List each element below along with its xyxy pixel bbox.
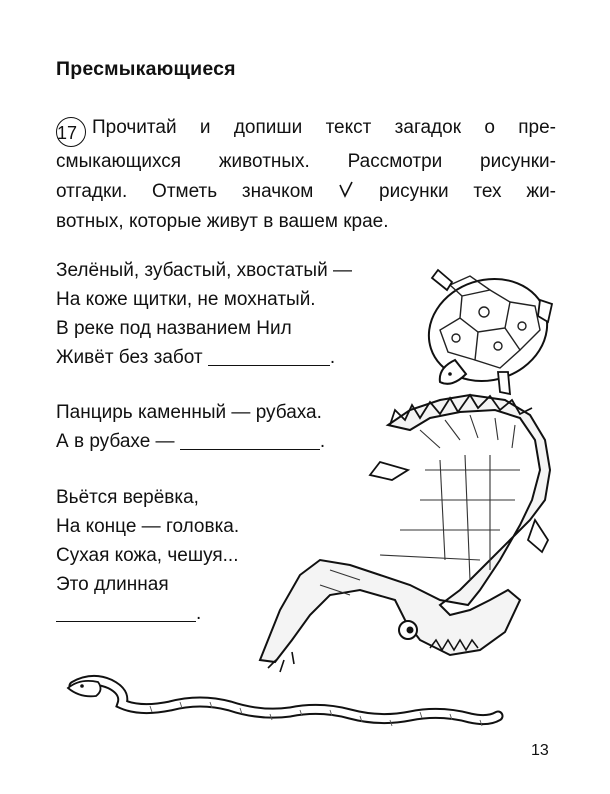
riddle-line: На конце — головка. [56, 516, 240, 537]
riddle-line: На коже щитки, не мохнатый. [56, 289, 316, 310]
task-number-badge: 17 [56, 117, 86, 147]
riddle-line: Живёт без забот [56, 347, 203, 368]
task-text-line-3a: отгадки. Отметь значком [56, 181, 314, 202]
page-title: Пресмыкающиеся [56, 58, 236, 80]
riddle-line: Вьётся верёвка, [56, 487, 199, 508]
riddle-line: А в рубахе — [56, 431, 175, 452]
task-text-line-1: Прочитай и допиши текст загадок о пре- [92, 117, 556, 138]
riddle-line: Это длинная [56, 574, 169, 595]
riddle-turtle: Панцирь каменный — рубаха. А в рубахе — . [56, 398, 325, 456]
riddle-crocodile: Зелёный, зубастый, хвостатый — На коже щитки, не мохнатый. В реке под названием Нил Живёт без забот . [56, 256, 352, 372]
task-text-line-4: вотных, которые живут в вашем крае. [56, 211, 389, 232]
riddle-line: Сухая кожа, чешуя... [56, 545, 239, 566]
task-text-line-2: смыкающихся животных. Рассмотри рисунки- [56, 151, 556, 172]
snake-illustration[interactable] [68, 680, 498, 726]
task-text-line-3b: рисунки тех жи- [379, 181, 557, 202]
turtle-illustration[interactable] [415, 264, 560, 396]
riddle-line: В реке под названием Нил [56, 318, 292, 339]
riddle-line: Зелёный, зубастый, хвостатый — [56, 260, 352, 281]
page-number: 13 [531, 742, 549, 759]
riddle-snake: Вьётся верёвка, На конце — головка. Сухая кожа, чешуя... Это длинная . [56, 483, 239, 628]
crocodile-illustration[interactable] [260, 395, 550, 672]
riddle-line: Панцирь каменный — рубаха. [56, 402, 322, 423]
